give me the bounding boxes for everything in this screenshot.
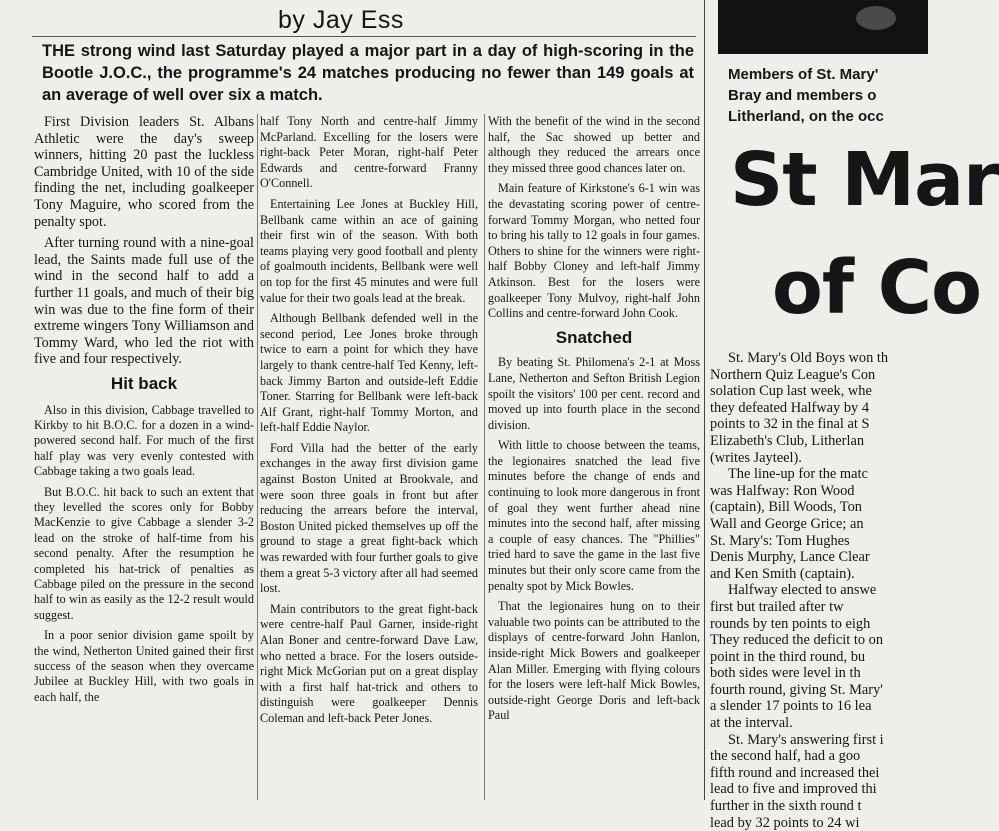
article-paragraph: With the benefit of the wind in the second half, the Sac showed up better and although they reduced the arrears once they missed three good chances later on. <box>488 114 700 175</box>
article-paragraph: First Division leaders St. Albans Athletic were the day's sweep winners, hitting 20 past the luckless Cambridge United, with 10 of the side finding the net, including goalkeeper Tony Maguire, who scored from the penalty spot. <box>34 114 254 230</box>
body-line: The line-up for the matc <box>728 466 868 483</box>
body-line: Northern Quiz League's Con <box>710 366 876 383</box>
article-paragraph: Main feature of Kirkstone's 6-1 win was the devastating scoring power of centre-forward Tommy Morgan, who netted four to bring his tally to 12 goals in four games. Others to shine for the winners were right-half Bobby Cloney and left-half Jimmy Atkinson. Best for the losers were goalkeeper Tony Mulvoy, right-half John Collins and centre-forward John Cook. <box>488 181 700 321</box>
article-paragraph: But B.O.C. hit back to such an extent that they levelled the scores only for Bobby MacKenzie to give Cabbage a slender 3-2 lead on the stroke of half-time from his second penalty. After the resumption he completed his hat-trick of penalties as Cabbage piled on the pressure in the second half to win as easily as the 12-2 result would suggest. <box>34 484 254 622</box>
article-paragraph: half Tony North and centre-half Jimmy McParland. Excelling for the losers were right-back Peter Moran, right-half Peter Edwards and centre-forward Franny O'Connell. <box>260 114 478 191</box>
body-line: they defeated Halfway by 4 <box>710 399 870 416</box>
body-line: St. Mary's: Tom Hughes <box>710 532 850 549</box>
body-line: St. Mary's answering first i <box>728 731 884 748</box>
column-2 <box>260 114 478 800</box>
article-paragraph: Entertaining Lee Jones at Buckley Hill, Bellbank came within an ace of gaining their first win of the season. With both teams playing very good football and plenty of goalmouth incidents, Bellbank were well on top for the first 45 minutes and were full value for their two goals lead at the break. <box>260 196 478 305</box>
article-paragraph: After turning round with a nine-goal lead, the Saints made full use of the wind in the second half to add a further 11 goals, and much of their big win was due to the fine form of their extreme wingers Tony Williamson and Tommy Ward, who led the riot with five and four respectively. <box>34 235 254 368</box>
body-line: lead by 32 points to 24 wi <box>710 814 860 831</box>
article-paragraph: In a poor senior division game spoilt by the wind, Netherton United gained their first success of the season when they overcame Jubilee at Buckley Hill, with two goals in each half, the <box>34 628 254 704</box>
intro-paragraph: THE strong wind last Saturday played a major part in a day of high-scoring in the Bootle J.O.C., the programme's 24 matches producing no fewer than 149 goals at an average of well over six a match. <box>42 42 694 104</box>
body-line: first but trailed after tw <box>710 598 844 615</box>
photo <box>718 0 928 54</box>
body-line: St. Mary's Old Boys won th <box>728 350 889 366</box>
body-line: rounds by ten points to eigh <box>710 615 871 632</box>
body-line: fourth round, giving St. Mary' <box>710 681 883 698</box>
body-line: They reduced the deficit to on <box>710 632 884 649</box>
section-rule <box>704 0 705 800</box>
body-line: a slender 17 points to 16 lea <box>710 698 872 715</box>
body-line: the second half, had a goo <box>710 748 861 765</box>
body-line: Halfway elected to answe <box>728 582 877 599</box>
body-line: fifth round and increased thei <box>710 764 880 781</box>
column-1 <box>34 114 254 800</box>
adjacent-article <box>708 0 999 831</box>
photo-caption <box>728 64 988 127</box>
article-paragraph: That the legionaires hung on to their valuable two points can be attributed to the displays of centre-forward John Hanlon, inside-right Mick Bowers and goalkeeper Alan Miller. Emerging with flying colours for the losers were left-half Mick Bowles, outside-right George Doris and left-back Paul <box>488 599 700 723</box>
body-line: lead to five and improved thi <box>710 781 877 798</box>
article-paragraph: Also in this division, Cabbage travelled to Kirkby to hit B.O.C. for a dozen in a wind-powered second half. For much of the first half play was very evenly contested with Cabbage taking a two goals lead. <box>34 402 254 479</box>
headline-line: of Co <box>772 245 981 331</box>
body-line: solation Cup last week, whe <box>710 383 872 400</box>
body-line: and Ken Smith (captain). <box>710 565 855 582</box>
article-paragraph: Main contributors to the great fight-back were centre-half Paul Garner, inside-right Alan Boner and centre-forward Dave Law, who netted a brace. For the losers outside-right Mick McGorian put on a great display with a first half hat-trick and others to distinguish were goalkeeper Dennis Coleman and left-back Peter Jones. <box>260 601 478 725</box>
adjacent-article-body <box>710 350 970 831</box>
caption-line: Bray and members o <box>728 87 877 104</box>
body-line: at the interval. <box>710 715 793 732</box>
column-rule <box>257 114 258 800</box>
article-paragraph: Ford Villa had the better of the early exchanges in the away first division game against Boston United at Brookvale, and were soon three goals in front but after reducing the arrears before the interval, Boston United picked themselves up off the ground to stage a great fight-back which was rewarded with four further goals to give them a great 5-3 victory after all had seemed lost. <box>260 440 478 596</box>
body-line: Elizabeth's Club, Litherlan <box>710 432 865 449</box>
caption-line: Litherland, on the occ <box>728 108 884 125</box>
body-line: point in the third round, bu <box>710 648 866 665</box>
article-paragraph: Although Bellbank defended well in the second period, Lee Jones broke through twice to earn a point for which they have largely to thank centre-half Ted Kenny, left-back Jimmy Barton and outside-left Eddie Toner. Starring for Bellbank were left-back Alf Grant, right-half Tommy Morton, and left-half Eddie Naylor. <box>260 311 478 435</box>
top-rule <box>32 36 696 37</box>
article-paragraph: With little to choose between the teams, the legionaires snatched the lead five minutes before the change of ends and continuing to look more dangerous in front of goal they went further ahead nine minutes into the second half, after missing a couple of easy chances. The "Phillies" tried hard to save the game in the last five minutes but their only score came from the penalty spot by Mick Bowles. <box>488 438 700 593</box>
subheading-hit-back: Hit back <box>110 373 178 393</box>
body-line: points to 32 in the final at S <box>710 416 870 433</box>
article-paragraph: By beating St. Philomena's 2-1 at Moss Lane, Netherton and Sefton British Legion spoilt the visitors' 100 per cent. record and moved up into fourth place in the second division. <box>488 355 700 432</box>
subheading-snatched: Snatched <box>555 327 633 347</box>
body-line: Denis Murphy, Lance Clear <box>710 549 870 566</box>
column-3 <box>488 114 700 800</box>
body-line: (writes Jayteel). <box>710 449 802 466</box>
headline-line: St Mar <box>730 137 999 223</box>
body-line: was Halfway: Ron Wood <box>710 482 855 499</box>
body-line: both sides were level in th <box>710 665 861 682</box>
caption-line: Members of St. Mary' <box>728 66 879 83</box>
column-rule <box>484 114 485 800</box>
body-line: (captain), Bill Woods, Ton <box>710 499 862 516</box>
byline: by Jay Ess <box>278 6 404 34</box>
body-line: further in the sixth round t <box>710 798 862 815</box>
body-line: Wall and George Grice; an <box>710 515 864 532</box>
